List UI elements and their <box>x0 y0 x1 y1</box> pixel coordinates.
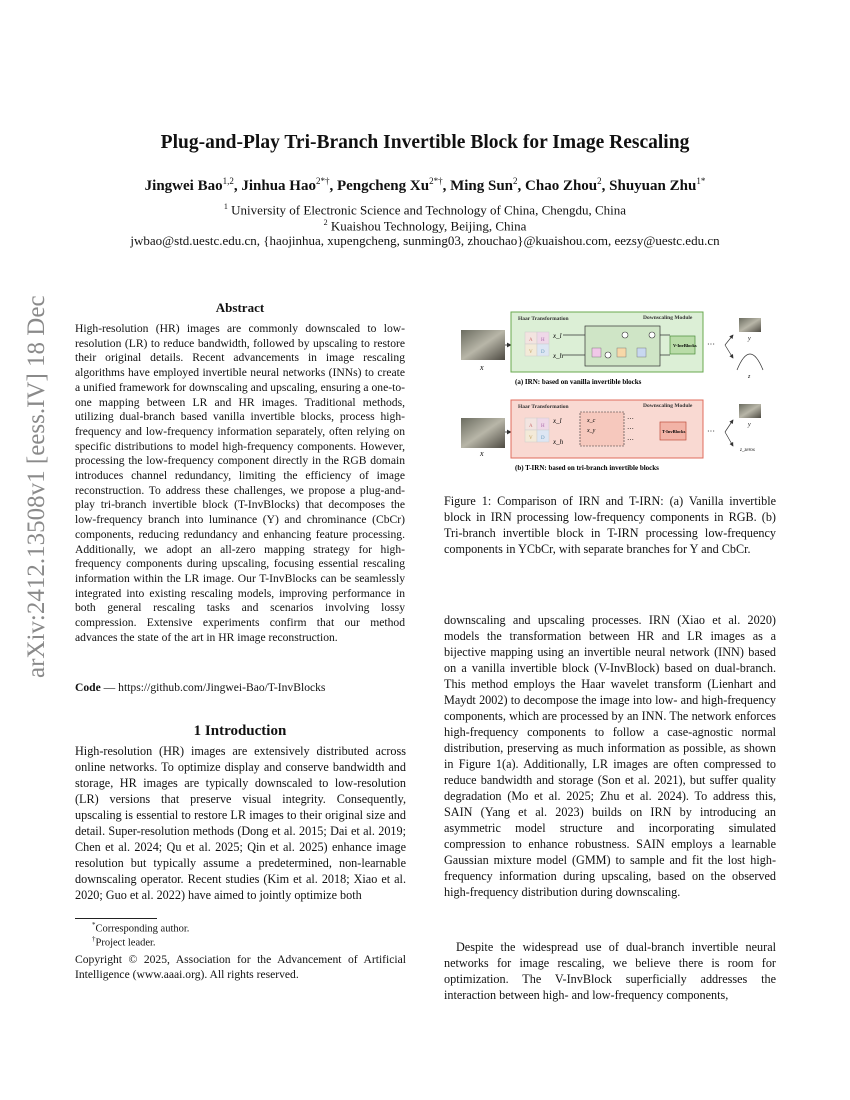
affiliation-1 <box>0 202 850 218</box>
svg-text:A: A <box>529 424 533 429</box>
svg-text:x_c: x_c <box>587 418 596 424</box>
haar-label-a: Haar Transformation <box>518 316 569 322</box>
figure-1-diagram <box>455 308 775 478</box>
right-column-paragraph-2: Despite the widespread use of dual-branch invertible neural networks for image rescaling, we believe there is room for optimization. The V-InvBlock superficially addresses the interaction between high- and low-frequency components, <box>444 940 776 1002</box>
input-image-b <box>461 418 505 448</box>
affil-text: Kuaishou Technology, Beijing, China <box>330 218 527 234</box>
arxiv-id-text: arXiv:2412.13508v1 [eess.IV] 18 Dec 2024 <box>23 290 50 678</box>
affiliation-2 <box>0 218 850 234</box>
input-label-a: x <box>480 363 484 372</box>
author-name: Jinhua Hao <box>241 178 316 194</box>
svg-text:···: ··· <box>627 425 634 433</box>
svg-text:A: A <box>529 338 533 343</box>
svg-text:Haar Transformation: Haar Transformation <box>518 404 569 410</box>
author-name: Ming Sun <box>450 178 514 194</box>
svg-text:H: H <box>541 424 545 429</box>
author-sup: 1,2 <box>222 176 234 186</box>
svg-text:V: V <box>529 436 533 441</box>
svg-text:x_y: x_y <box>587 428 596 434</box>
author-sup: 2 <box>513 176 518 186</box>
author-name: Jingwei Bao <box>144 178 223 194</box>
code-label: Code <box>75 681 101 694</box>
paper-title: Plug-and-Play Tri-Branch Invertible Block for Image Rescaling <box>160 132 690 153</box>
svg-text:x_h: x_h <box>553 438 564 446</box>
section-heading-introduction: 1 Introduction <box>193 723 287 739</box>
author-sup: 2 <box>597 176 602 186</box>
affil-sup: 1 <box>223 202 228 211</box>
svg-text:x_l: x_l <box>553 332 562 340</box>
svg-text:D: D <box>541 350 545 355</box>
svg-text:x_h: x_h <box>553 352 564 360</box>
fn-text: Corresponding author. <box>95 923 190 935</box>
code-link <box>75 680 405 695</box>
arxiv-identifier <box>14 290 54 680</box>
footnote-corresponding <box>92 921 189 935</box>
panel-b-caption: (b) T-IRN: based on tri-branch invertible blocks <box>515 464 659 472</box>
fn-text: Project leader. <box>95 937 156 949</box>
svg-text:z_zeros: z_zeros <box>740 448 755 453</box>
figure-1-svg <box>455 308 775 478</box>
svg-text:D: D <box>541 436 545 441</box>
footnote-leader <box>92 935 156 949</box>
author-sup: 2*† <box>315 176 330 186</box>
figure-1-caption: Figure 1: Comparison of IRN and T-IRN: (a) Vanilla invertible block in IRN processing low-frequency components in RGB. (b) Tri-branch invertible block in T-IRN processing low-frequency components in YCbCr, with separate branches for Y and CbCr. <box>444 494 776 556</box>
affil-sup: 2 <box>323 218 328 227</box>
lr-image-a <box>739 318 761 332</box>
lr-image-b <box>739 404 761 418</box>
svg-text:Downscaling Module: Downscaling Module <box>643 403 693 409</box>
svg-text:y: y <box>748 336 751 342</box>
author-sup: 2*† <box>429 176 443 186</box>
svg-text:···: ··· <box>707 427 715 436</box>
author-list: Jingwei Bao$^{1,2}$, Jinhua Hao$^{2*\dagger}$, Pengcheng $Xu^{2*\dagger}$, Ming Sun$^2$, Chao Zhou$^2$, Shuyuan Zhu$^{1*}$ <box>144 176 706 194</box>
fn-sup: † <box>92 935 96 943</box>
svg-text:x: x <box>480 449 484 458</box>
svg-text:···: ··· <box>707 340 715 349</box>
svg-text:V: V <box>529 350 533 355</box>
author-sup: 1* <box>696 176 706 186</box>
panel-a-caption: (a) IRN: based on vanilla invertible blocks <box>515 378 642 386</box>
input-image-a <box>461 330 505 360</box>
svg-text:H: H <box>541 338 545 343</box>
svg-text:V-InvBlocks: V-InvBlocks <box>673 343 697 348</box>
fn-sup: * <box>92 921 96 929</box>
svg-text:T-InvBlocks: T-InvBlocks <box>662 429 686 434</box>
right-column-paragraph-1: downscaling and upscaling processes. IRN (Xiao et al. 2020) models the transformation between HR and LR images as a bijective mapping using an invertible neural network (INN) based on a vanilla invertible block (V-InvBlock) based on dual-branch. This method employs the Haar wavelet transform (Lienhart and Maydt 2002) to decompose the image into low- and high-frequency components, which are processed by an INN. The network enforces high-frequency components to follow a case-agnostic normal distribution, preserving as much information as possible, as shown in Figure 1(a). Additionally, LR images are often compressed to reduce bandwidth and storage (Son et al. 2021), but suffer quality degradation (Mo et al. 2025; Zhu et al. 2024). To address this, SAIN (Yang et al. 2023) builds on IRN by introducing an asymmetric model structure and incorporating simulated compression to enhance robustness. SAIN employs a learnable Gaussian mixture model (GMM) to sample and fit the lost high-frequency information during upscaling, based on the observed high-frequency distribution during downscaling. <box>444 613 776 899</box>
code-url[interactable]: — https://github.com/Jingwei-Bao/T-InvBlocks <box>100 681 326 694</box>
copyright-notice: Copyright © 2025, Association for the Advancement of Artificial Intelligence (www.aaai.org). All rights reserved. <box>75 953 406 981</box>
svg-text:···: ··· <box>627 415 634 423</box>
author-emails: jwbao@std.uestc.edu.cn, {haojinhua, xupengcheng, sunming03, zhouchao}@kuaishou.com, eezsy@uestc.edu.cn <box>130 233 720 248</box>
affil-text: University of Electronic Science and Technology of China, Chengdu, China <box>231 202 627 218</box>
introduction-text: High-resolution (HR) images are extensively distributed across online networks. To optimize display and conserve bandwidth and storage, HR images are typically downscaled to low-resolution (LR) versions that preserve visual integrity. Consequently, upscaling is essential to restore LR images to their original size and detail. Super-resolution methods (Dong et al. 2015; Dai et al. 2019; Chen et al. 2024; Qu et al. 2025; Qin et al. 2025) enhance image resolution but typically assume a predetermined, non-learnable downscaling operator. Recent studies (Kim et al. 2018; Xiao et al. 2020; Guo et al. 2022) have aimed to jointly optimize both <box>75 744 406 902</box>
author-name: Pengcheng Xu <box>336 178 430 194</box>
author-name: Chao Zhou <box>525 178 598 194</box>
downscaling-label-a: Downscaling Module <box>643 315 693 321</box>
svg-text:y: y <box>748 422 751 428</box>
svg-text:z: z <box>748 374 751 380</box>
abstract-heading: Abstract <box>215 300 265 315</box>
footnote-rule <box>75 918 157 919</box>
author-name: Shuyuan Zhu <box>609 178 697 194</box>
svg-text:···: ··· <box>627 436 634 444</box>
svg-text:x_l: x_l <box>553 417 562 425</box>
abstract-text: High-resolution (HR) images are commonly downscaled to low-resolution (LR) to reduce bandwidth, followed by upscaling to restore their original details. Recent advancements in image rescaling algorithms have employed invertible neural networks (INNs) to create a unified framework for downscaling and upscaling, ensuring a one-to-one mapping between LR and HR images. Traditional methods, utilizing dual-branch based vanilla invertible blocks, process high-frequency and low-frequency information separately, often relying on specific distributions to model high-frequency components. However, processing the low-frequency component directly in the RGB domain introduces channel redundancy, limiting the efficiency of image reconstruction. To address these challenges, we propose a plug-and-play tri-branch invertible block (T-InvBlocks) that decomposes the low-frequency branch into luminance (Y) and chrominance (CbCr) components, reducing redundancy and enhancing feature processing. Additionally, we adopt an all-zero mapping strategy for high-frequency components during upscaling, focusing essential rescaling information within the LR image. Our T-InvBlocks can be seamlessly integrated into existing rescaling models, improving performance in both general rescaling tasks and scenarios involving lossy compression. Extensive experiments confirm that our method advances the state of the art in HR image reconstruction. <box>75 322 405 644</box>
